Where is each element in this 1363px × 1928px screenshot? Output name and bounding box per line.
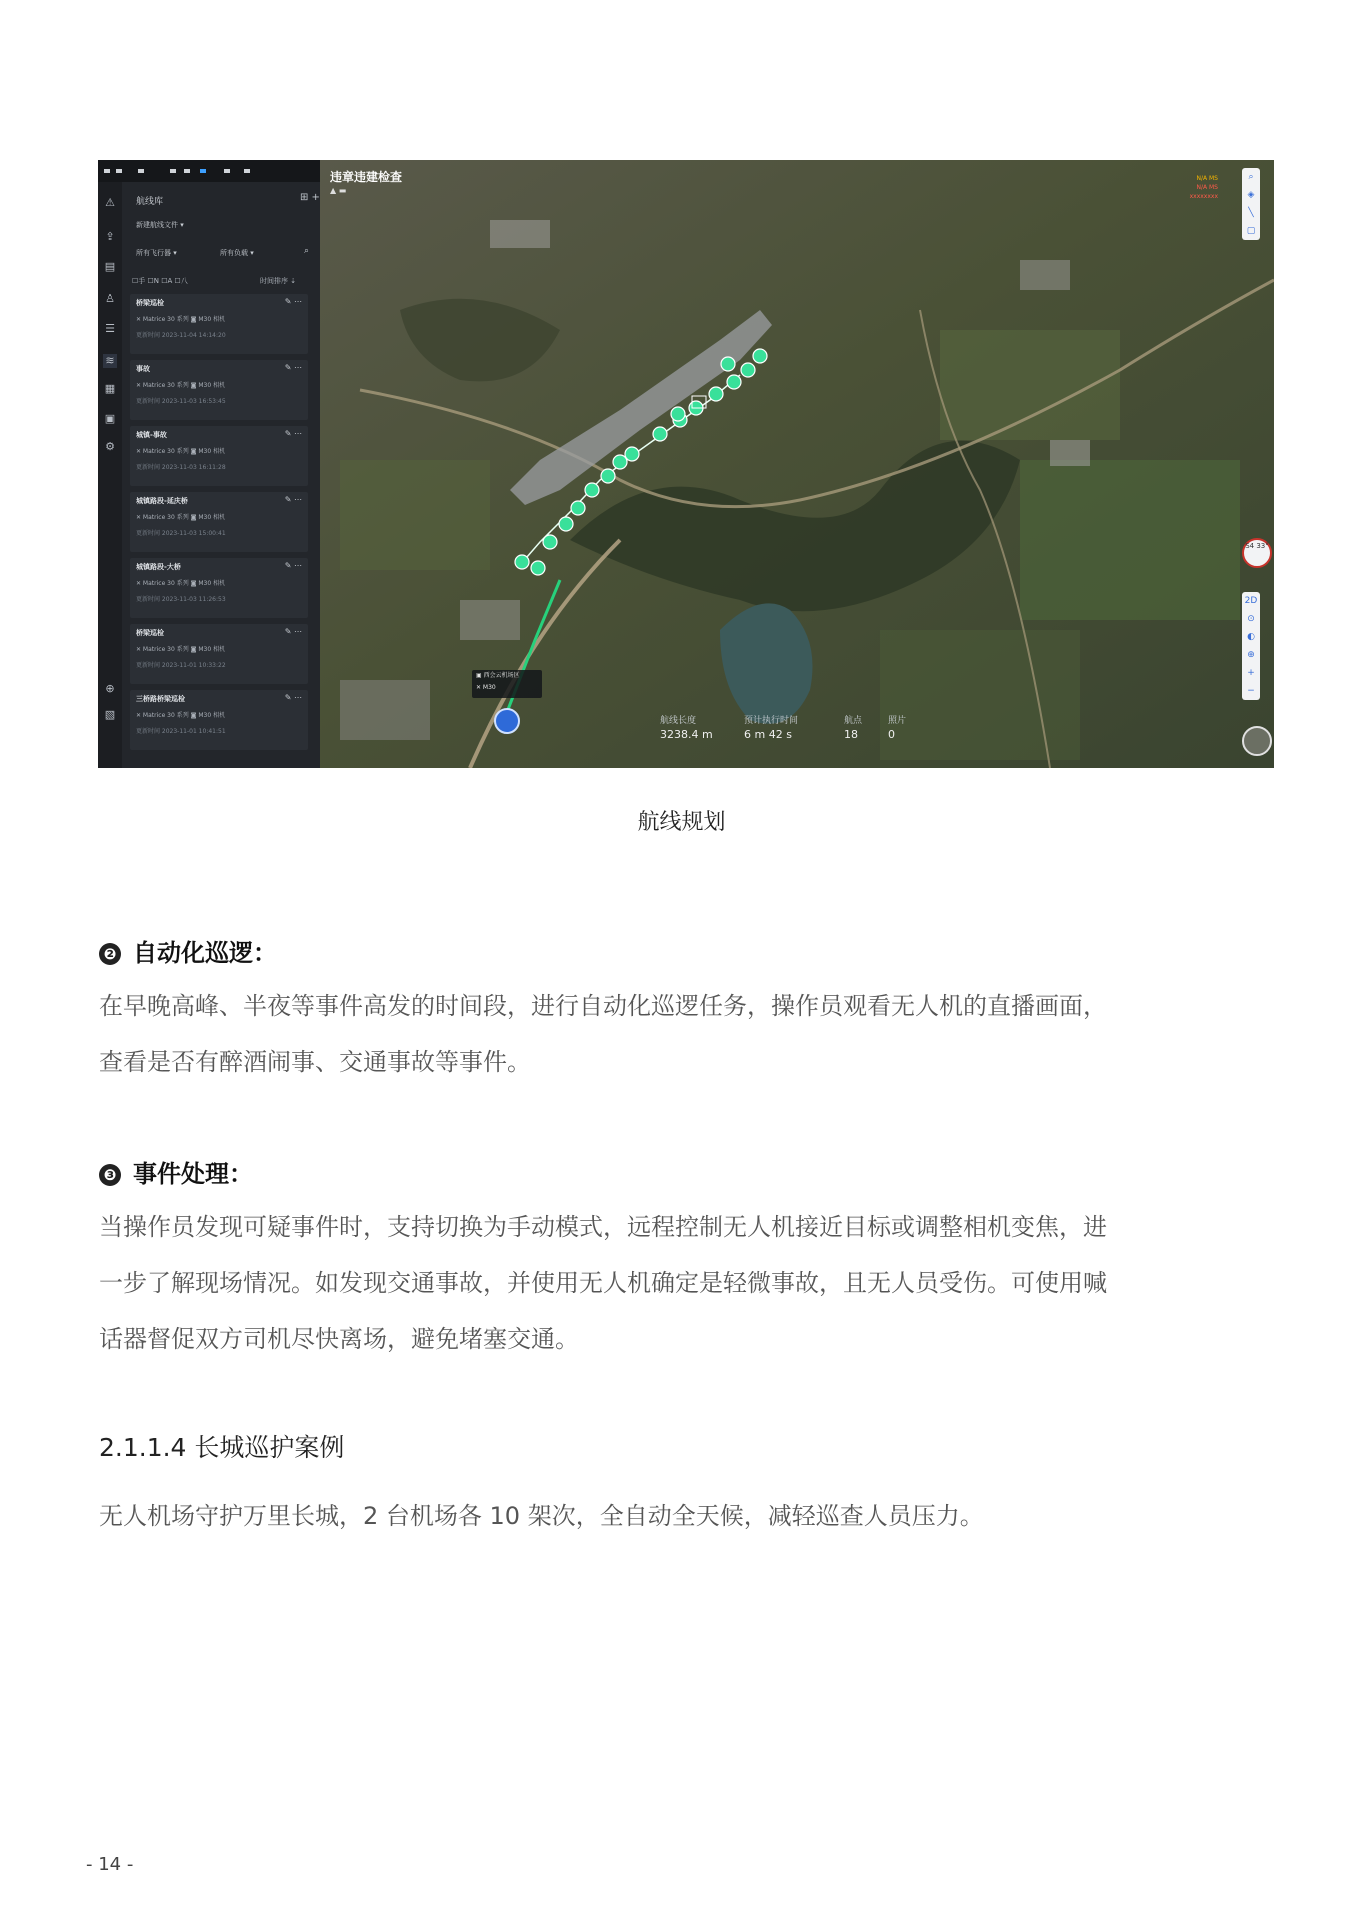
waypoint[interactable]: [543, 535, 557, 549]
user-icon[interactable]: ♙: [105, 292, 115, 305]
waypoint[interactable]: [727, 375, 741, 389]
building-block: [490, 220, 550, 248]
stat-waypoints: [844, 713, 862, 741]
route-card[interactable]: [130, 360, 308, 420]
stat-length: [660, 713, 713, 741]
stat-label: 航点: [844, 716, 863, 726]
stat-label: 照片: [888, 716, 907, 726]
route-library-panel: [122, 182, 320, 768]
type-check-labels[interactable]: ☐手 ☐N ☐A ☐八: [132, 277, 188, 285]
route-title: 违章违建检查: [330, 170, 403, 184]
dock-label: [472, 670, 542, 698]
nav-icon[interactable]: [116, 169, 122, 173]
route-device: ✕ Matrice 30 系列 ◙ M30 相机: [136, 646, 226, 653]
layer-icon[interactable]: ◐: [1247, 632, 1255, 642]
paragraph-line: 话器督促双方司机尽快离场，避免堵塞交通。: [99, 1325, 579, 1353]
dock-icon[interactable]: [494, 708, 520, 734]
edit-icon[interactable]: ✎ ⋯: [284, 297, 302, 306]
waypoint[interactable]: [625, 447, 639, 461]
panel-tools[interactable]: ⊞ +: [300, 192, 320, 203]
payload-filter[interactable]: 所有负载 ▾: [220, 249, 254, 257]
route-device: ✕ Matrice 30 系列 ◙ M30 相机: [136, 514, 226, 521]
stat-value: 18: [844, 728, 858, 741]
map-tools-top: [1242, 168, 1260, 240]
zoom-in-button[interactable]: +: [1247, 668, 1255, 678]
calendar-icon[interactable]: ▦: [104, 382, 116, 395]
building-block: [460, 600, 520, 640]
paragraph-line: 查看是否有醉酒闹事、交通事故等事件。: [99, 1048, 531, 1076]
status-line: N/A MS: [1196, 175, 1218, 182]
signal-status: [1190, 174, 1218, 201]
route-name: 事故: [136, 365, 150, 373]
paragraph-line: 一步了解现场情况。如发现交通事故，并使用无人机确定是轻微事故，且无人员受伤。可使用喊: [99, 1269, 1107, 1297]
view-2d-button[interactable]: 2D: [1244, 596, 1258, 606]
search-icon[interactable]: ⌕: [1248, 172, 1254, 182]
building-block: [340, 680, 430, 740]
panel-title: 航线库: [136, 197, 164, 207]
figure-caption: 航线规划: [637, 810, 726, 835]
edit-icon[interactable]: ✎ ⋯: [284, 627, 302, 636]
subsection-title: 2.1.1.4 长城巡护案例: [99, 1433, 345, 1462]
field-patch: [1020, 460, 1240, 620]
section-number: ❸: [99, 1164, 121, 1186]
edit-icon[interactable]: ✎ ⋯: [284, 561, 302, 570]
app-topbar: [98, 160, 320, 182]
map-tools-bottom: [1242, 592, 1260, 700]
waypoint[interactable]: [515, 555, 529, 569]
upload-icon[interactable]: ⇪: [105, 230, 115, 243]
type-checkboxes[interactable]: [132, 276, 297, 286]
field-patch: [880, 630, 1080, 760]
nav-icon[interactable]: [224, 169, 230, 173]
locate-icon[interactable]: ⊕: [1247, 650, 1255, 660]
location-pin-icon[interactable]: ◈: [1247, 190, 1255, 200]
waypoint[interactable]: [741, 363, 755, 377]
map-style-button[interactable]: [1242, 726, 1272, 756]
section-heading: [99, 1154, 253, 1189]
compass-icon[interactable]: S4 33°: [1242, 538, 1272, 568]
building-block: [1020, 260, 1070, 290]
route-name: 城镇路段-大桥: [136, 563, 181, 571]
nav-icon[interactable]: [244, 169, 250, 173]
status-line: N/A MS: [1196, 184, 1218, 191]
route-name: 城镇-事故: [136, 431, 167, 439]
aircraft-filter[interactable]: 所有飞行器 ▾: [136, 249, 177, 257]
nav-icon[interactable]: [170, 169, 176, 173]
map-imagery: [320, 160, 1274, 768]
route-card[interactable]: [130, 294, 308, 354]
edit-icon[interactable]: ✎ ⋯: [284, 693, 302, 702]
waypoint[interactable]: [585, 483, 599, 497]
route-card[interactable]: [130, 558, 308, 618]
image-icon[interactable]: ▧: [104, 708, 116, 721]
route-updated: 更新时间 2023-11-04 14:14:20: [136, 332, 226, 339]
settings-icon[interactable]: ⚙: [105, 440, 115, 453]
route-planning-screenshot: [98, 160, 1274, 768]
waypoint[interactable]: [601, 469, 615, 483]
stat-duration: [744, 713, 798, 741]
route-device: ✕ Matrice 30 系列 ◙ M30 相机: [136, 316, 226, 323]
route-card[interactable]: [130, 426, 308, 486]
route-updated: 更新时间 2023-11-01 10:41:51: [136, 728, 226, 735]
route-card[interactable]: [130, 624, 308, 684]
route-device: ✕ Matrice 30 系列 ◙ M30 相机: [136, 382, 226, 389]
new-route-file-button[interactable]: 新建航线文件 ▾: [136, 221, 184, 229]
route-subinfo: ▲ ▬: [330, 186, 347, 195]
paragraph-line: 当操作员发现可疑事件时，支持切换为手动模式，远程控制无人机接近目标或调整相机变焦，进: [99, 1213, 1107, 1241]
stat-label: 预计执行时间: [744, 716, 799, 726]
dock-name: ▣ 西会云机场区: [476, 672, 520, 679]
page-number: - 14 -: [86, 1854, 134, 1875]
waypoint[interactable]: [571, 501, 585, 515]
stat-value: 3238.4 m: [660, 728, 713, 741]
route-name: 桥梁巡检: [136, 299, 164, 307]
route-updated: 更新时间 2023-11-03 16:53:45: [136, 398, 226, 405]
menu-icon[interactable]: [104, 169, 110, 173]
field-patch: [340, 460, 490, 570]
zoom-out-button[interactable]: −: [1247, 686, 1255, 696]
building-block: [1050, 440, 1090, 466]
icon-rail: [98, 182, 122, 768]
status-line: xxxxxxxx: [1189, 193, 1218, 200]
route-icon[interactable]: ≋: [103, 354, 117, 368]
nav-icon[interactable]: [138, 169, 144, 173]
waypoint[interactable]: [559, 517, 573, 531]
edit-icon[interactable]: ✎ ⋯: [284, 363, 302, 372]
satellite-map[interactable]: [320, 160, 1274, 768]
measure-line-icon[interactable]: ╲: [1248, 208, 1254, 218]
waypoint[interactable]: [671, 407, 685, 421]
waypoint[interactable]: [653, 427, 667, 441]
area-icon[interactable]: ▢: [1246, 226, 1256, 236]
section-title: 事件处理：: [133, 1160, 253, 1188]
route-updated: 更新时间 2023-11-03 11:26:53: [136, 596, 226, 603]
stat-value: 0: [888, 728, 895, 741]
route-card[interactable]: [130, 492, 308, 552]
route-device: ✕ Matrice 30 系列 ◙ M30 相机: [136, 712, 226, 719]
route-name: 桥梁巡检: [136, 629, 164, 637]
subsection-paragraph: [99, 1488, 1274, 1544]
route-name: 三桥路桥梁巡检: [136, 695, 185, 703]
target-icon[interactable]: ⊙: [1247, 614, 1255, 624]
list-icon[interactable]: ☰: [105, 322, 115, 335]
paragraph-line: 在早晚高峰、半夜等事件高发的时间段，进行自动化巡逻任务，操作员观看无人机的直播画面，: [99, 992, 1107, 1020]
dock-drone: ✕ M30: [476, 684, 496, 691]
edit-icon[interactable]: ✎ ⋯: [284, 429, 302, 438]
waypoint[interactable]: [709, 387, 723, 401]
globe-icon[interactable]: ⊕: [105, 682, 115, 695]
waypoint[interactable]: [753, 349, 767, 363]
route-name: 城镇路段-延庆桥: [136, 497, 188, 505]
route-device: ✕ Matrice 30 系列 ◙ M30 相机: [136, 448, 226, 455]
route-card[interactable]: [130, 690, 308, 750]
stat-value: 6 m 42 s: [744, 728, 792, 741]
nav-icon[interactable]: [184, 169, 190, 173]
app-sidebar: [98, 160, 320, 768]
route-device: ✕ Matrice 30 系列 ◙ M30 相机: [136, 580, 226, 587]
waypoint[interactable]: [721, 357, 735, 371]
section-heading: [99, 933, 277, 968]
section-paragraph: [99, 978, 1274, 1090]
route-updated: 更新时间 2023-11-03 15:00:41: [136, 530, 226, 537]
edit-icon[interactable]: ✎ ⋯: [284, 495, 302, 504]
waypoint[interactable]: [613, 455, 627, 469]
sort-dropdown[interactable]: 时间排序 ⇣: [260, 277, 297, 285]
search-icon[interactable]: ⌕: [304, 246, 310, 256]
section-number: ❷: [99, 943, 121, 965]
paragraph-line: 无人机场守护万里长城，2 台机场各 10 架次，全自动全天候，减轻巡查人员压力。: [99, 1502, 984, 1530]
route-updated: 更新时间 2023-11-03 16:11:28: [136, 464, 226, 471]
database-icon[interactable]: ▤: [104, 260, 116, 273]
stat-photos: [888, 713, 906, 741]
warning-icon[interactable]: ⚠: [105, 196, 115, 209]
waypoint[interactable]: [531, 561, 545, 575]
nav-icon-active[interactable]: [200, 169, 206, 173]
section-paragraph: [99, 1199, 1274, 1367]
route-updated: 更新时间 2023-11-01 10:33:22: [136, 662, 226, 669]
file-icon[interactable]: ▣: [104, 412, 116, 425]
section-title: 自动化巡逻：: [133, 939, 277, 967]
stat-label: 航线长度: [660, 716, 697, 726]
